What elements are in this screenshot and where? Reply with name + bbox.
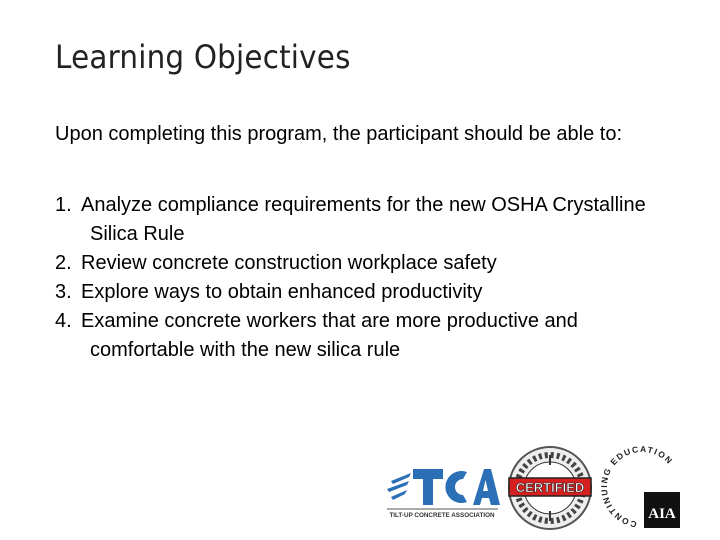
certified-seal-icon <box>505 443 595 533</box>
slide-title: Learning Objectives <box>55 38 351 76</box>
aia-ces-logo-icon <box>597 440 687 535</box>
item-text: Analyze compliance requirements for the new OSHA Crystalline Silica Rule <box>81 194 646 245</box>
tca-tagline: TILT-UP CONCRETE ASSOCIATION <box>389 512 495 519</box>
item-number: 1. <box>55 194 72 216</box>
item-number: 4. <box>55 310 72 332</box>
list-item <box>55 191 675 249</box>
item-text: Explore ways to obtain enhanced productivity <box>81 281 483 303</box>
item-text: Review concrete construction workplace safety <box>81 252 497 274</box>
item-number: 2. <box>55 252 72 274</box>
logo-strip <box>385 440 695 535</box>
certified-label: CERTIFIED <box>515 480 585 495</box>
intro-text: Upon completing this program, the participant should be able to: <box>55 123 623 145</box>
list-item <box>55 249 675 278</box>
tca-logo-icon <box>385 455 500 520</box>
item-text: Examine concrete workers that are more productive and comfortable with the new silica rule <box>81 310 578 361</box>
objectives-list <box>55 191 675 365</box>
aia-mark: AIA <box>648 506 676 522</box>
aia-ring-text: CONTINUING EDUCATION <box>598 443 676 530</box>
list-item <box>55 278 675 307</box>
list-item <box>55 307 675 365</box>
item-number: 3. <box>55 281 72 303</box>
